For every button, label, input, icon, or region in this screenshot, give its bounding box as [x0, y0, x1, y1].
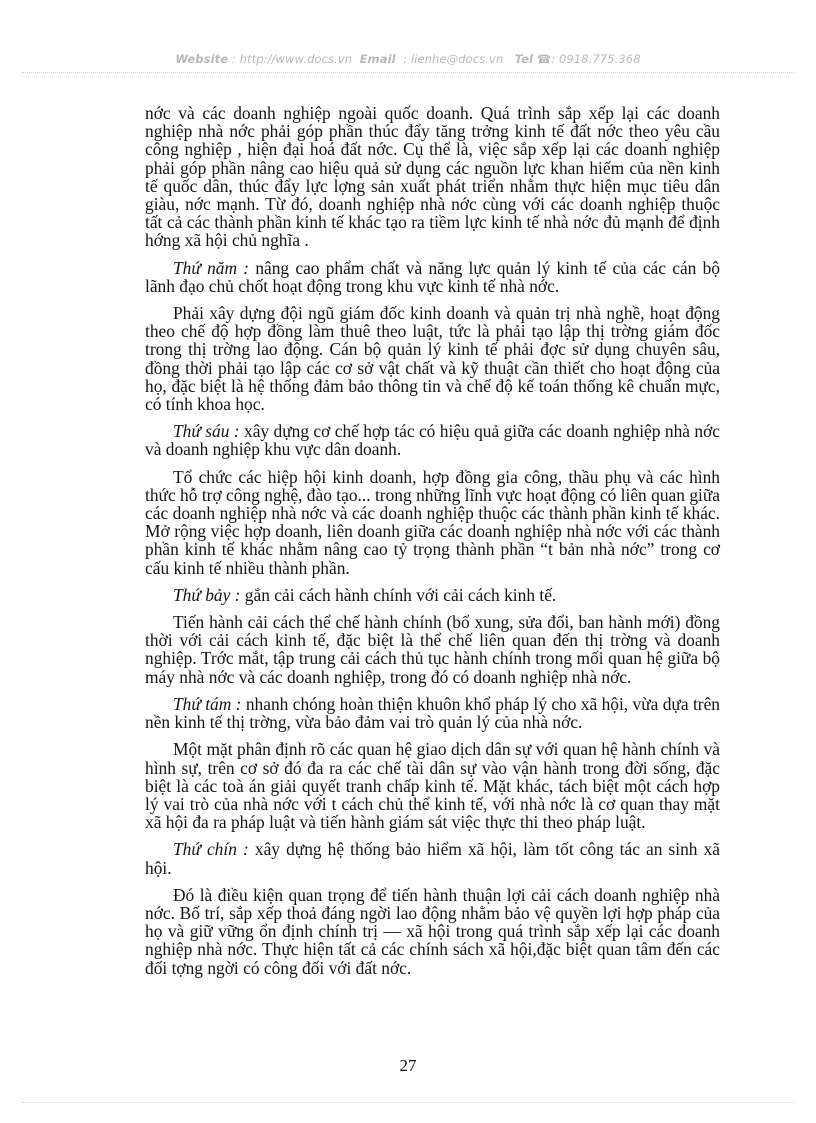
paragraph	[145, 740, 720, 831]
paragraph-text: Một mặt phân định rõ các quan hệ giao dịch dân sự với quan hệ hành chính và hình sự, trên cơ sở đó đa ra các chế tài dân sự vào vận hành trong đời sống, đặc biệt là các toà án giải quyết tranh chấp kinh tế. Mặt khác, tách biệt một cách hợp lý vai trò của nhà nớc với t cách chủ thể kinh tế, với nhà nớc là cơ quan thay mặt xã hội đa ra pháp luật và tiến hành giám sát việc thực thi theo pháp luật.	[145, 739, 720, 833]
paragraph-lead: Thứ sáu :	[173, 421, 240, 442]
paragraph-text: Phải xây dựng đội ngũ giám đốc kinh doanh và quản trị nhà nghề, hoạt động theo chế độ hợp đồng làm thuê theo luật, tức là phải tạo lập thị trờng giám đốc trong thị trờng lao động. Cán bộ quản lý kinh tế phải đợc sử dụng chuyên sâu, đồng thời phải tạo lập các cơ sở vật chất và kỹ thuật cần thiết cho hoạt động của họ, đặc biệt là hệ thống đảm bảo thông tin và chế độ kế toán thống kê chuẩn mực, có tính khoa học.	[145, 303, 720, 415]
paragraph-lead: Thứ tám :	[173, 693, 242, 714]
phone-icon: ☎	[536, 52, 552, 66]
website-label: Website	[175, 52, 229, 66]
paragraph-lead: Thứ chín :	[173, 839, 249, 860]
page-number: 27	[399, 1056, 417, 1075]
paragraph-text: Đó là điều kiện quan trọng để tiến hành thuận lợi cải cách doanh nghiệp nhà nớc. Bố trí, sắp xếp thoả đáng ngời lao động nhằm bảo vệ quyền lợi hợp pháp của họ và giữ vững ổn định chính trị — xã hội trong quá trình sắp xếp lại các doanh nghiệp nhà nớc. Thực hiện tất cả các chính sách xã hội,đặc biệt quan tâm đến các đối tợng ngời có công đối với đất nớc.	[145, 884, 720, 978]
tel-label: Tel	[514, 52, 534, 66]
paragraph-text: xây dựng hệ thống bảo hiểm xã hội, làm tốt công tác an sinh xã hội.	[145, 839, 721, 878]
tel-value: : 0918.775.368	[551, 52, 641, 66]
paragraph-text: xây dựng cơ chế hợp tác có hiệu quả giữa các doanh nghiệp nhà nớc và doanh nghiệp khu vực dân doanh.	[145, 421, 720, 460]
paragraph	[145, 259, 720, 295]
email-label: Email	[359, 52, 396, 66]
paragraph	[145, 886, 720, 977]
paragraph	[145, 422, 720, 458]
page-header	[0, 52, 816, 66]
paragraph	[145, 586, 720, 604]
paragraph	[145, 613, 720, 686]
paragraph-text: nhanh chóng hoàn thiện khuôn khổ pháp lý cho xã hội, vừa dựa trên nền kinh tế thị trờng, vừa bảo đảm vai trò quản lý của nhà nớc.	[145, 693, 720, 733]
document-body	[145, 104, 720, 986]
paragraph-lead: Thứ năm :	[173, 257, 250, 278]
paragraph-text: nớc và các doanh nghiệp ngoài quốc doanh. Quá trình sắp xếp lại các doanh nghiệp nhà nớc phải góp phần thúc đẩy tăng trởng kinh tế đất nớc theo yêu cầu công nghiệp , hiện đại hoá đất nớc. Cụ thể là, việc sắp xếp lại các doanh nghiệp phải góp phần nâng cao hiệu quả sử dụng các nguồn lực khan hiếm của nền kinh tế quốc dân, thúc đẩy lực lợng sản xuất phát triển nhằm thực hiện mục tiêu dân giàu, nớc mạnh. Từ đó, doanh nghiệp nhà nớc cùng với các doanh nghiệp thuộc tất cả các thành phần kinh tế khác tạo ra tiềm lực kinh tế nhà nớc đủ mạnh để định hớng xã hội chủ nghĩa .	[145, 103, 720, 251]
header-divider	[22, 72, 794, 73]
paragraph-lead: Thứ bảy :	[173, 584, 241, 605]
paragraph	[145, 468, 720, 577]
paragraph	[145, 304, 720, 413]
paragraph-text: Tiến hành cải cách thể chế hành chính (bổ xung, sửa đổi, ban hành mới) đồng thời với cải cách kinh tế, đặc biệt là thể chế liên quan đến thị trờng và doanh nghiệp. Trớc mắt, tập trung cải cách thủ tục hành chính trong mối quan hệ giữa bộ máy nhà nớc và các doanh nghiệp, trong đó có doanh nghiệp nhà nớc.	[145, 612, 720, 687]
paragraph	[145, 840, 720, 876]
paragraph	[145, 104, 720, 250]
footer-divider	[22, 1102, 794, 1103]
paragraph	[145, 695, 720, 731]
email-value[interactable]: : lienhe@docs.vn	[403, 52, 504, 66]
paragraph-text: gắn cải cách hành chính với cải cách kinh tế.	[240, 584, 557, 605]
paragraph-text: nâng cao phẩm chất và năng lực quản lý kinh tế của các cán bộ lãnh đạo chủ chốt hoạt động trong khu vực kinh tế nhà nớc.	[145, 257, 720, 296]
paragraph-text: Tổ chức các hiệp hội kinh doanh, hợp đồng gia công, thầu phụ và các hình thức hỗ trợ công nghệ, đào tạo... trong những lĩnh vực hoạt động có liên quan giữa các doanh nghiệp nhà nớc và các doanh nghiệp thuộc các thành phần kinh tế khác. Mở rộng việc hợp doanh, liên doanh giữa các doanh nghiệp nhà nớc với các thành phần kinh tế khác nhằm nâng cao tỷ trọng thành phần “t bản nhà nớc” trong cơ cấu kinh tế nhiều thành phần.	[145, 466, 720, 578]
website-value[interactable]: : http://www.docs.vn	[231, 52, 353, 66]
